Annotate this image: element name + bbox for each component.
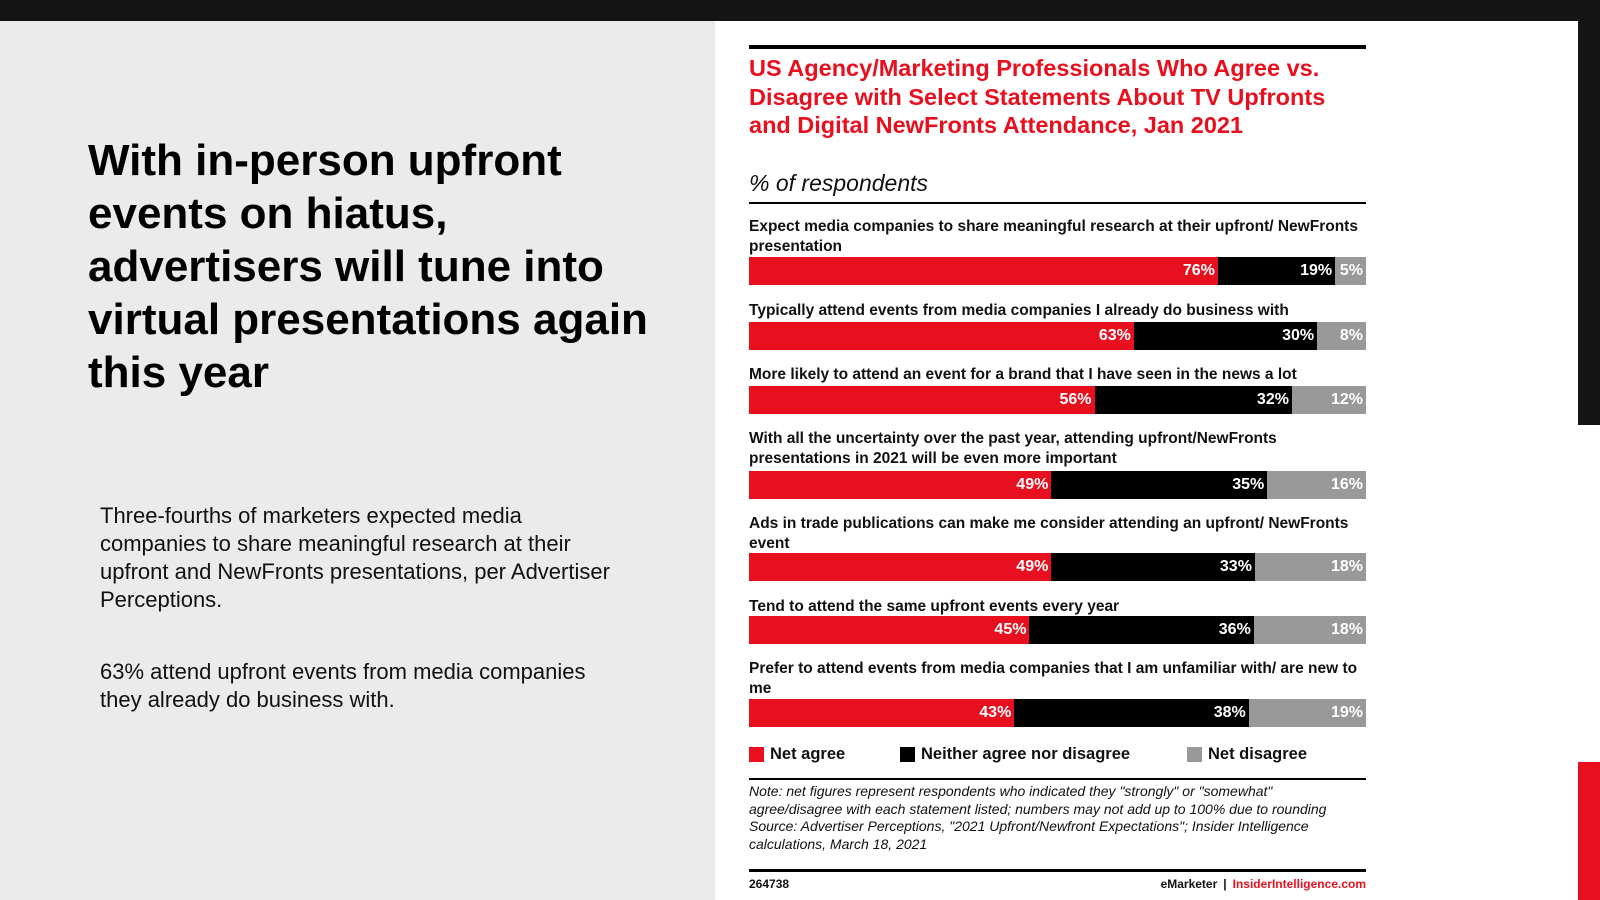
bar-segment-net-agree xyxy=(749,553,1051,581)
bar-segment-net-agree xyxy=(749,699,1014,727)
chart-legend xyxy=(749,743,1366,765)
bar-segment-net-disagree xyxy=(1267,471,1366,499)
statement-label: Ads in trade publications can make me consider attending an upfront/ NewFronts event xyxy=(749,515,1349,552)
top-bar xyxy=(0,0,1600,21)
brand-name: eMarketer xyxy=(1160,877,1218,891)
data-label: 19% xyxy=(1330,704,1363,721)
data-label: 5% xyxy=(1339,262,1363,279)
stacked-bar xyxy=(749,257,1366,285)
stacked-bar xyxy=(749,322,1366,350)
data-label: 63% xyxy=(1098,327,1131,344)
legend-item-net-disagree xyxy=(1187,743,1307,765)
data-label: 56% xyxy=(1059,391,1092,408)
statement-label: Prefer to attend events from media companies that I am unfamiliar with/ are new to me xyxy=(749,660,1358,697)
stacked-bar xyxy=(749,616,1366,644)
chart-title: US Agency/Marketing Professionals Who Agree vs. Disagree with Select Statements About TV Upfronts and Digital NewFronts Attendance, Jan 2021 xyxy=(749,55,1326,138)
chart-notes-rule xyxy=(749,778,1366,780)
bar-segment-net-disagree xyxy=(1255,553,1366,581)
data-label: 30% xyxy=(1282,327,1315,344)
data-label: 8% xyxy=(1339,327,1363,344)
bar-segment-net-disagree xyxy=(1335,257,1366,285)
chart-source: Source: Advertiser Perceptions, "2021 Upfront/Newfront Expectations"; Insider Intelligence calculations, March 18, 2021 xyxy=(749,818,1309,852)
legend-label-net-agree: Net agree xyxy=(770,744,846,763)
stacked-bar xyxy=(749,699,1366,727)
data-label: 43% xyxy=(979,704,1012,721)
legend-swatch-neither xyxy=(900,747,915,762)
bar-segment-net-agree xyxy=(749,616,1029,644)
body-paragraph-2: 63% attend upfront events from media companies they already do business with. xyxy=(100,659,586,712)
bar-segment-net-agree xyxy=(749,257,1218,285)
right-edge-dark-strip xyxy=(1578,21,1600,425)
data-label: 33% xyxy=(1219,558,1252,575)
body-paragraph-1: Three-fourths of marketers expected media companies to share meaningful research at their upfront and NewFronts presentations, per Advertiser Perceptions. xyxy=(100,503,610,612)
legend-item-net-agree xyxy=(749,743,845,765)
bar-segment-net-disagree xyxy=(1254,616,1366,644)
data-label: 45% xyxy=(994,621,1027,638)
bar-segment-neither xyxy=(1134,322,1317,350)
bar-segment-neither xyxy=(1014,699,1248,727)
chart-note: Note: net figures represent respondents who indicated they "strongly" or "somewhat" agree/disagree with each statement listed; numbers may not add up to 100% due to rounding xyxy=(749,783,1327,817)
legend-swatch-net-agree xyxy=(749,747,764,762)
chart-brand xyxy=(1161,877,1366,891)
stacked-bar xyxy=(749,553,1366,581)
data-label: 16% xyxy=(1330,476,1363,493)
bar-segment-neither xyxy=(1051,471,1267,499)
bar-segment-neither xyxy=(1029,616,1253,644)
chart-top-rule xyxy=(749,45,1366,49)
data-label: 19% xyxy=(1300,262,1333,279)
stacked-bar xyxy=(749,471,1366,499)
legend-label-neither: Neither agree nor disagree xyxy=(921,744,1131,763)
chart-header-rule xyxy=(749,202,1366,204)
bar-segment-net-disagree xyxy=(1249,699,1366,727)
statement-label: With all the uncertainty over the past year, attending upfront/NewFronts presentations in 2021 will be even more important xyxy=(749,430,1277,467)
right-edge-red-strip xyxy=(1578,762,1600,900)
brand-separator: | xyxy=(1223,877,1227,891)
bar-segment-neither xyxy=(1051,553,1255,581)
bar-segment-net-disagree xyxy=(1292,386,1366,414)
bar-segment-net-agree xyxy=(749,471,1051,499)
data-label: 36% xyxy=(1218,621,1251,638)
bar-segment-neither xyxy=(1095,386,1292,414)
chart-id: 264738 xyxy=(749,877,790,891)
data-label: 18% xyxy=(1330,558,1363,575)
stacked-bar xyxy=(749,386,1366,414)
data-label: 32% xyxy=(1256,391,1289,408)
data-label: 35% xyxy=(1232,476,1265,493)
chart-subtitle: % of respondents xyxy=(749,170,929,196)
chart-notes xyxy=(749,783,1366,853)
bar-segment-net-agree xyxy=(749,322,1134,350)
legend-swatch-net-disagree xyxy=(1187,747,1202,762)
legend-item-neither xyxy=(900,743,1130,765)
statement-label: Expect media companies to share meaningful research at their upfront/ NewFronts presentation xyxy=(749,218,1358,255)
data-label: 49% xyxy=(1016,476,1049,493)
chart-footer-rule xyxy=(749,869,1366,872)
brand-site: InsiderIntelligence.com xyxy=(1232,877,1366,891)
bar-segment-net-disagree xyxy=(1317,322,1366,350)
data-label: 18% xyxy=(1330,621,1363,638)
bar-segment-net-agree xyxy=(749,386,1095,414)
data-label: 12% xyxy=(1330,391,1363,408)
slide-headline: With in-person upfront events on hiatus, advertisers will tune into virtual presentations again this year xyxy=(88,136,648,397)
stacked-bar-chart xyxy=(749,45,1366,895)
data-label: 38% xyxy=(1213,704,1246,721)
data-label: 76% xyxy=(1182,262,1215,279)
legend-label-net-disagree: Net disagree xyxy=(1208,744,1308,763)
statement-label: Typically attend events from media companies I already do business with xyxy=(749,302,1289,319)
data-label: 49% xyxy=(1016,558,1049,575)
statement-label: More likely to attend an event for a brand that I have seen in the news a lot xyxy=(749,366,1297,383)
bar-segment-neither xyxy=(1218,257,1335,285)
statement-label: Tend to attend the same upfront events every year xyxy=(749,598,1120,615)
